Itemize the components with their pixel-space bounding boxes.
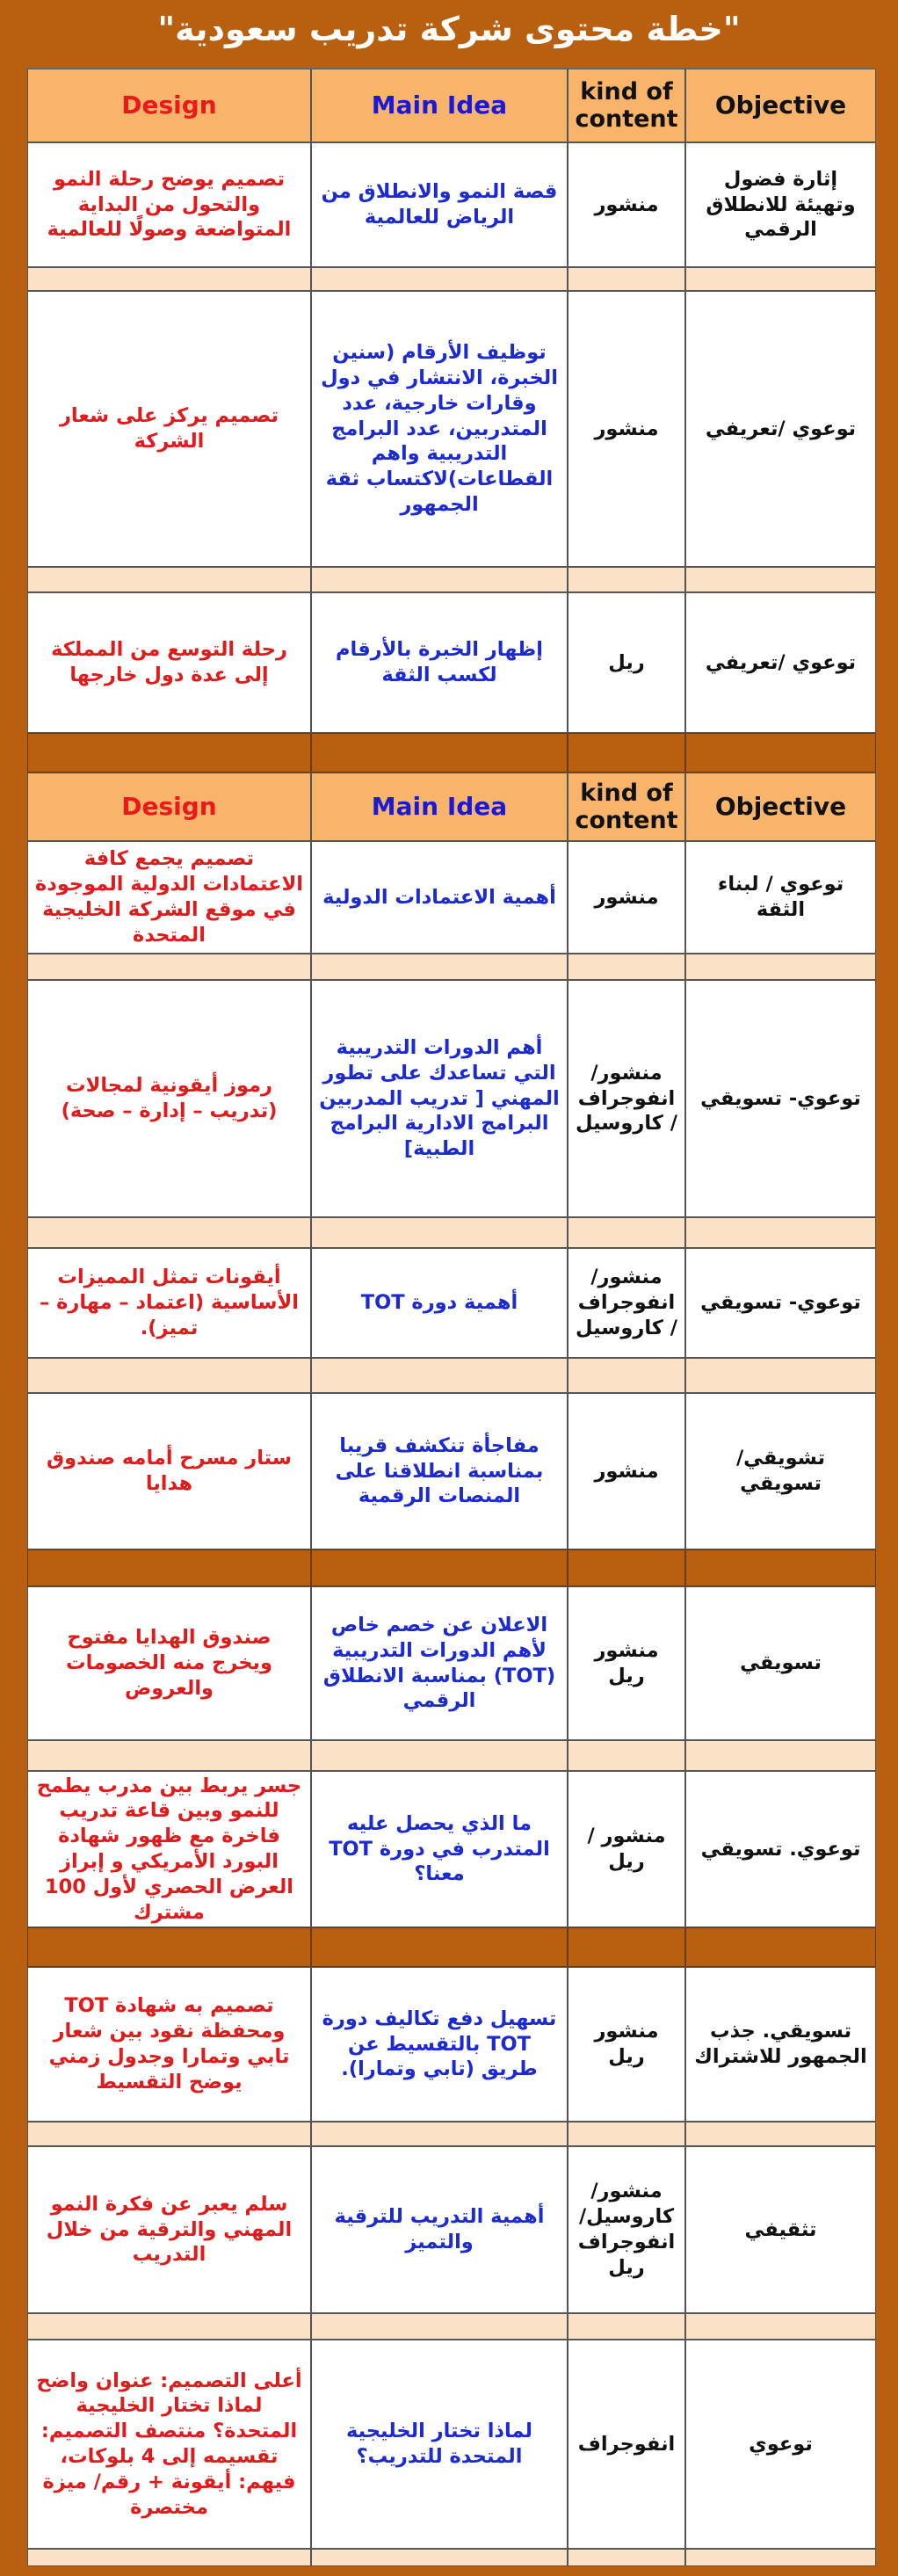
spacer-row: [27, 2549, 897, 2566]
header-design: Design: [27, 773, 311, 841]
page-title: "خطة محتوى شركة تدريب سعودية": [157, 10, 741, 48]
design-cell: رحلة التوسع من المملكة إلى عدة دول خارجها: [27, 592, 311, 733]
kind-cell: منشور: [568, 841, 685, 954]
header-objective: Objective: [685, 773, 876, 841]
design-cell: صندوق الهدايا مفتوح ويخرج منه الخصومات والعروض: [27, 1586, 311, 1740]
main-idea-cell: تسهيل دفع تكاليف دورة TOT بالتقسيط عن طريق (تابي وتمارا).: [311, 1967, 568, 2122]
spacer-row: [27, 954, 897, 980]
table-row: [27, 2340, 897, 2549]
design-cell: ستار مسرح أمامه صندوق هدايا: [27, 1393, 311, 1549]
row-tail: [876, 1248, 897, 1358]
section-divider: [27, 733, 897, 773]
header-kind-of-content: kind of content: [568, 69, 685, 142]
objective-cell: توعوي- تسويقي: [685, 980, 876, 1217]
table-header-row-2: [27, 773, 897, 841]
objective-cell: تثقيفي: [685, 2146, 876, 2313]
design-cell: جسر يربط بين مدرب يطمح للنمو وبين قاعة تدريب فاخرة مع ظهور شهادة البورد الأمريكي و إبراز العرض الحصري لأول 100 مشترك: [27, 1771, 311, 1927]
row-tail: [876, 142, 897, 267]
design-cell: أيقونات تمثل المميزات الأساسية (اعتماد – مهارة – تميز).: [27, 1248, 311, 1358]
row-tail: [876, 1967, 897, 2122]
design-cell: تصميم يجمع كافة الاعتمادات الدولية الموجودة في موقع الشركة الخليجية المتحدة: [27, 841, 311, 954]
main-idea-cell: إظهار الخبرة بالأرقام لكسب الثقة: [311, 592, 568, 733]
objective-cell: توعوي. تسويقي: [685, 1771, 876, 1927]
header-tail: [876, 69, 897, 142]
objective-cell: توعوي: [685, 2340, 876, 2549]
table-row: [27, 980, 897, 1217]
spacer-row: [27, 2122, 897, 2146]
table-row: [27, 142, 897, 267]
main-idea-cell: لماذا تختار الخليجية المتحدة للتدريب؟: [311, 2340, 568, 2549]
table-row: [27, 291, 897, 567]
kind-cell: منشور/ انفوجراف / كاروسيل: [568, 980, 685, 1217]
design-cell: تصميم به شهادة TOT ومحفظة نقود بين شعار تابي وتمارا وجدول زمني يوضح التقسيط: [27, 1967, 311, 2122]
table-row: [27, 1248, 897, 1358]
header-kind-of-content: kind of content: [568, 773, 685, 841]
header-main-idea: Main Idea: [311, 69, 568, 142]
objective-cell: تشويقي/ تسويقي: [685, 1393, 876, 1549]
main-idea-cell: مفاجأة تنكشف قريبا بمناسبة انطلاقنا على المنصات الرقمية: [311, 1393, 568, 1549]
row-tail: [876, 1771, 897, 1927]
header-main-idea: Main Idea: [311, 773, 568, 841]
spacer-row: [27, 1358, 897, 1393]
main-idea-cell: أهمية دورة TOT: [311, 1248, 568, 1358]
objective-cell: توعوي /تعريفي: [685, 291, 876, 567]
header-tail: [876, 773, 897, 841]
spacer-row: [27, 2313, 897, 2340]
main-idea-cell: ما الذي يحصل عليه المتدرب في دورة TOT معنا؟: [311, 1771, 568, 1927]
header-design: Design: [27, 69, 311, 142]
objective-cell: توعوي /تعريفي: [685, 592, 876, 733]
row-tail: [876, 291, 897, 567]
design-cell: سلم يعبر عن فكرة النمو المهني والترقية من خلال التدريب: [27, 2146, 311, 2313]
kind-cell: منشور ريل: [568, 1586, 685, 1740]
section-divider: [27, 1549, 897, 1586]
table-row: [27, 841, 897, 954]
design-cell: رموز أيقونية لمجالات (تدريب – إدارة – صحة): [27, 980, 311, 1217]
design-cell: أعلى التصميم: عنوان واضح لماذا تختار الخليجية المتحدة؟ منتصف التصميم: تقسيمه إلى 4 بلوكات، فيهم: أيقونة + رقم/ ميزة مختصرة: [27, 2340, 311, 2549]
spacer-row: [27, 267, 897, 291]
main-idea-cell: توظيف الأرقام (سنين الخبرة، الانتشار في دول وقارات خارجية، عدد المتدربين، عدد البرامج التدريبية واهم القطاعات)لاكتساب ثقة الجمهور: [311, 291, 568, 567]
main-idea-cell: أهم الدورات التدريبية التي تساعدك على تطور المهني [ تدريب المدربين البرامج الادارية البرامج الطبية]: [311, 980, 568, 1217]
main-idea-cell: أهمية الاعتمادات الدولية: [311, 841, 568, 954]
objective-cell: تسويقي. جذب الجمهور للاشتراك: [685, 1967, 876, 2122]
table-row: [27, 1393, 897, 1549]
row-tail: [876, 2146, 897, 2313]
objective-cell: توعوي- تسويقي: [685, 1248, 876, 1358]
kind-cell: منشور: [568, 291, 685, 567]
section-divider: [27, 1927, 897, 1967]
table-row: [27, 1967, 897, 2122]
kind-cell: منشور: [568, 142, 685, 267]
design-cell: تصميم يوضح رحلة النمو والتحول من البداية المتواضعة وصولًا للعالمية: [27, 142, 311, 267]
main-idea-cell: أهمية التدريب للترقية والتميز: [311, 2146, 568, 2313]
design-cell: تصميم يركز على شعار الشركة: [27, 291, 311, 567]
table-row: [27, 1586, 897, 1740]
header-objective: Objective: [685, 69, 876, 142]
kind-cell: انفوجراف: [568, 2340, 685, 2549]
objective-cell: تسويقي: [685, 1586, 876, 1740]
kind-cell: منشور ريل: [568, 1967, 685, 2122]
table-row: [27, 592, 897, 733]
objective-cell: توعوي / لبناء الثقة: [685, 841, 876, 954]
objective-cell: إثارة فضول وتهيئة للانطلاق الرقمي: [685, 142, 876, 267]
kind-cell: منشور: [568, 1393, 685, 1549]
table-row: [27, 2146, 897, 2313]
content-plan-table: [27, 69, 897, 2566]
row-tail: [876, 2340, 897, 2549]
spacer-row: [27, 1217, 897, 1248]
main-idea-cell: قصة النمو والانطلاق من الرياض للعالمية: [311, 142, 568, 267]
table-row: [27, 1771, 897, 1927]
row-tail: [876, 592, 897, 733]
spacer-row: [27, 567, 897, 592]
row-tail: [876, 1586, 897, 1740]
kind-cell: منشور/ انفوجراف / كاروسيل: [568, 1248, 685, 1358]
kind-cell: ريل: [568, 592, 685, 733]
row-tail: [876, 841, 897, 954]
row-tail: [876, 980, 897, 1217]
kind-cell: منشور / ريل: [568, 1771, 685, 1927]
spacer-row: [27, 1740, 897, 1771]
table-header-row: [27, 69, 897, 142]
kind-cell: منشور/ كاروسيل/ انفوجراف ريل: [568, 2146, 685, 2313]
row-tail: [876, 1393, 897, 1549]
main-idea-cell: الاعلان عن خصم خاص لأهم الدورات التدريبية (TOT) بمناسبة الانطلاق الرقمي: [311, 1586, 568, 1740]
